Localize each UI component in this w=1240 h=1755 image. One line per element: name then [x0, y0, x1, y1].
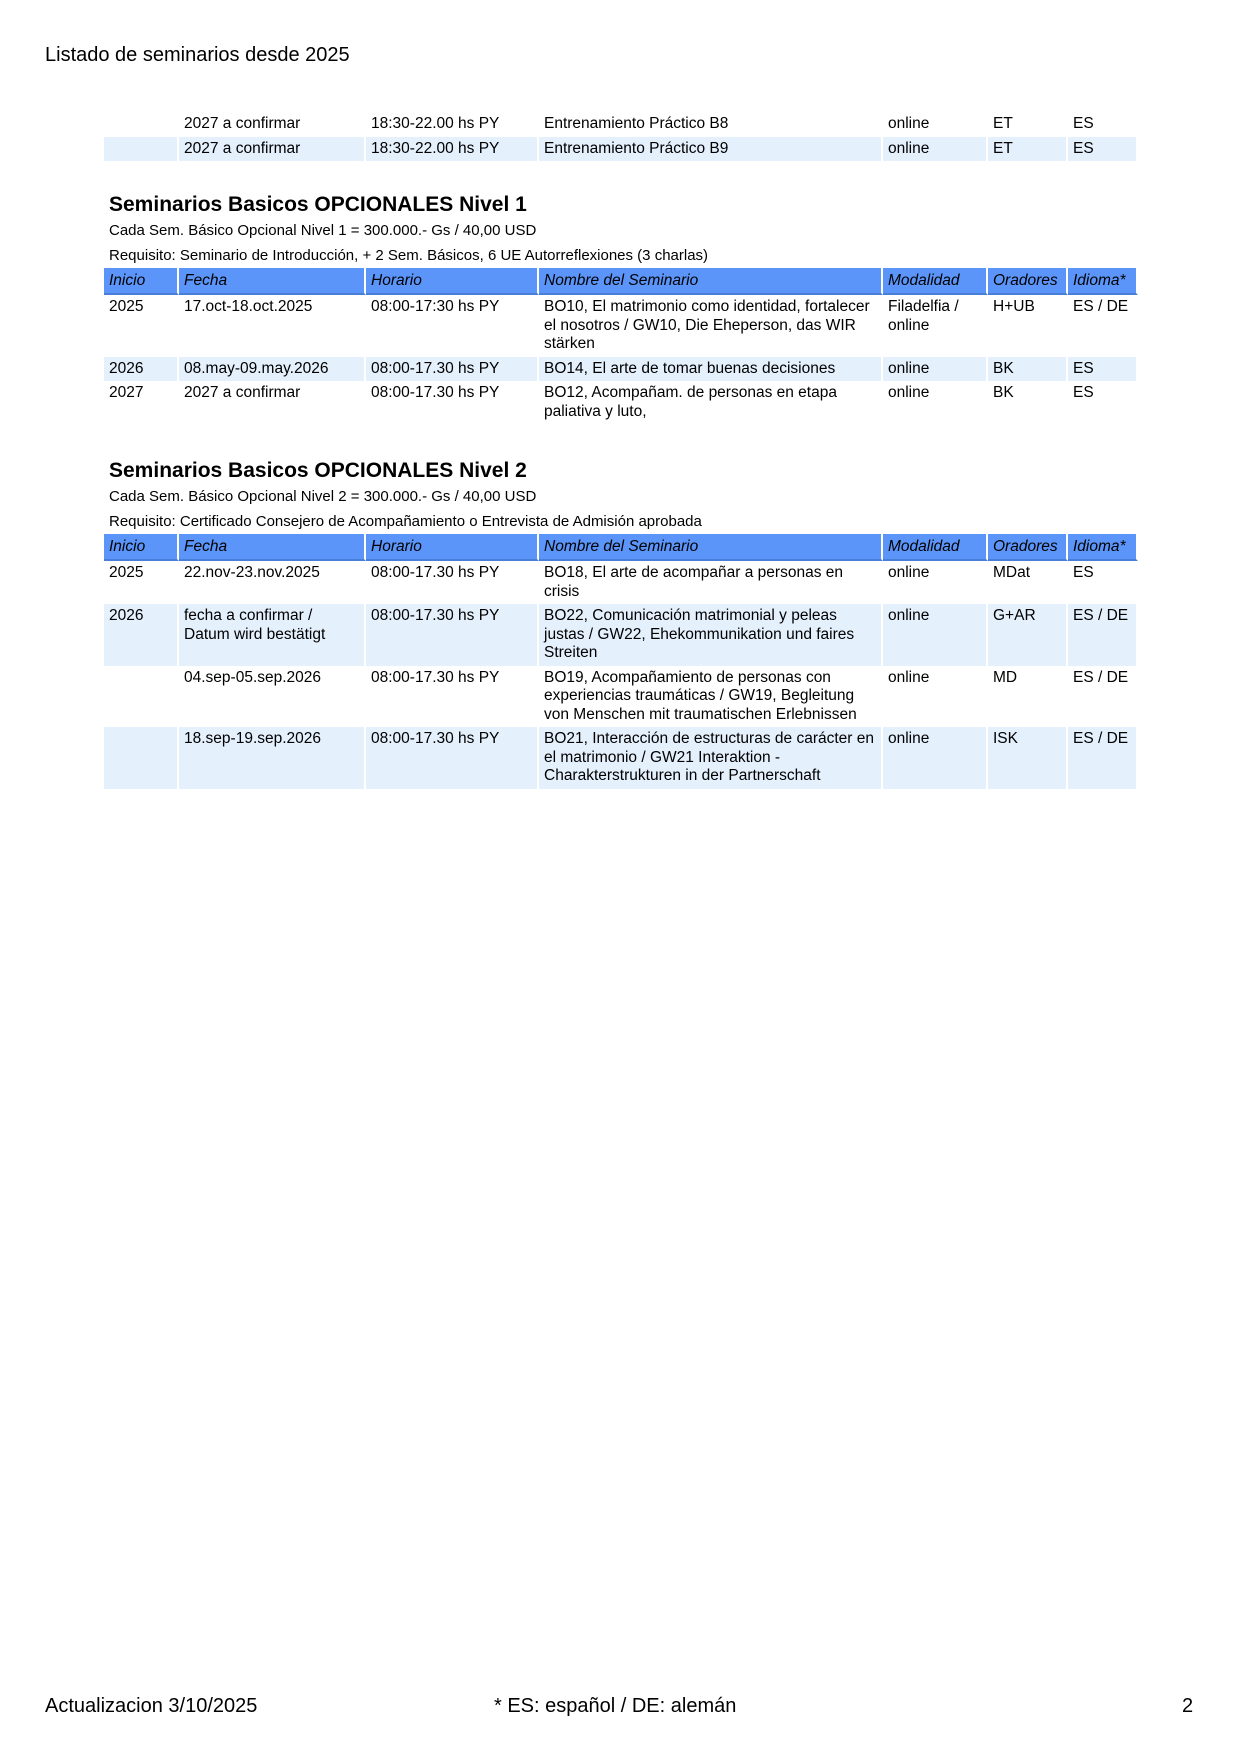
- column-header-horario: Horario: [366, 534, 539, 561]
- cell-fecha: 04.sep-05.sep.2026: [179, 666, 366, 728]
- cell-horario: 08:00-17.30 hs PY: [366, 561, 539, 604]
- cell-inicio: 2026: [104, 604, 179, 666]
- continuation-table: [104, 112, 1138, 161]
- cell-inicio: 2027: [104, 381, 179, 424]
- cell-inicio: 2026: [104, 357, 179, 382]
- table-row: [104, 666, 1138, 728]
- cell-modalidad: online: [883, 381, 988, 424]
- table-row: [104, 381, 1138, 424]
- section-title: Seminarios Basicos OPCIONALES Nivel 1: [109, 193, 527, 216]
- cell-oradores: ISK: [988, 727, 1068, 789]
- cell-oradores: MD: [988, 666, 1068, 728]
- section-requirement: Requisito: Certificado Consejero de Acompañamiento o Entrevista de Admisión aprobada: [109, 513, 702, 530]
- column-header-inicio: Inicio: [104, 268, 179, 295]
- column-header-idioma: Idioma*: [1068, 268, 1138, 295]
- column-header-nombre: Nombre del Seminario: [539, 268, 883, 295]
- table-row: [104, 137, 1138, 162]
- table-row: [104, 604, 1138, 666]
- cell-fecha: 2027 a confirmar: [179, 137, 366, 162]
- section-nivel-1: [104, 192, 1138, 424]
- cell-nombre: Entrenamiento Práctico B9: [539, 137, 883, 162]
- cell-modalidad: online: [883, 357, 988, 382]
- column-header-nombre: Nombre del Seminario: [539, 534, 883, 561]
- cell-fecha: 08.may-09.may.2026: [179, 357, 366, 382]
- cell-inicio: [104, 112, 179, 137]
- cell-oradores: BK: [988, 357, 1068, 382]
- cell-inicio: [104, 727, 179, 789]
- section-nivel-2: [104, 458, 1138, 789]
- table-row: [104, 112, 1138, 137]
- cell-nombre: BO12, Acompañam. de personas en etapa paliativa y luto,: [539, 381, 883, 424]
- cell-oradores: G+AR: [988, 604, 1068, 666]
- cell-oradores: H+UB: [988, 295, 1068, 357]
- cell-horario: 08:00-17.30 hs PY: [366, 357, 539, 382]
- table-row: [104, 727, 1138, 789]
- cell-fecha: 2027 a confirmar: [179, 381, 366, 424]
- cell-inicio: [104, 137, 179, 162]
- cell-horario: 08:00-17.30 hs PY: [366, 666, 539, 728]
- cell-oradores: MDat: [988, 561, 1068, 604]
- cell-idioma: ES: [1068, 357, 1138, 382]
- cell-modalidad: online: [883, 137, 988, 162]
- table-row: [104, 561, 1138, 604]
- cell-idioma: ES: [1068, 112, 1138, 137]
- cell-nombre: BO14, El arte de tomar buenas decisiones: [539, 357, 883, 382]
- column-header-inicio: Inicio: [104, 534, 179, 561]
- cell-horario: 18:30-22.00 hs PY: [366, 137, 539, 162]
- cell-oradores: BK: [988, 381, 1068, 424]
- cell-fecha: 17.oct-18.oct.2025: [179, 295, 366, 357]
- cell-idioma: ES / DE: [1068, 727, 1138, 789]
- cell-modalidad: Filadelfia / online: [883, 295, 988, 357]
- cell-oradores: ET: [988, 137, 1068, 162]
- cell-modalidad: online: [883, 604, 988, 666]
- cell-modalidad: online: [883, 727, 988, 789]
- section-requirement: Requisito: Seminario de Introducción, + 2 Sem. Básicos, 6 UE Autorreflexiones (3 charlas): [109, 247, 709, 264]
- cell-nombre: BO21, Interacción de estructuras de carácter en el matrimonio / GW21 Interaktion - Charakterstrukturen in der Partnerschaft: [539, 727, 883, 789]
- table-row: [104, 357, 1138, 382]
- cell-oradores: ET: [988, 112, 1068, 137]
- column-header-horario: Horario: [366, 268, 539, 295]
- cell-horario: 18:30-22.00 hs PY: [366, 112, 539, 137]
- table-row: [104, 295, 1138, 357]
- cell-horario: 08:00-17.30 hs PY: [366, 381, 539, 424]
- cell-fecha: 2027 a confirmar: [179, 112, 366, 137]
- table-header-row: [104, 268, 1138, 295]
- cell-idioma: ES / DE: [1068, 295, 1138, 357]
- cell-idioma: ES: [1068, 137, 1138, 162]
- cell-horario: 08:00-17.30 hs PY: [366, 727, 539, 789]
- cell-fecha: fecha a confirmar / Datum wird bestätigt: [179, 604, 366, 666]
- cell-idioma: ES: [1068, 381, 1138, 424]
- column-header-oradores: Oradores: [988, 534, 1068, 561]
- section-title: Seminarios Basicos OPCIONALES Nivel 2: [109, 459, 527, 482]
- seminar-table: [104, 534, 1138, 789]
- cell-nombre: BO19, Acompañamiento de personas con experiencias traumáticas / GW19, Begleitung von Menschen mit traumatischen Erlebnissen: [539, 666, 883, 728]
- page-number: 2: [1182, 1695, 1194, 1717]
- cell-idioma: ES: [1068, 561, 1138, 604]
- cell-modalidad: online: [883, 112, 988, 137]
- section-price: Cada Sem. Básico Opcional Nivel 1 = 300.000.- Gs / 40,00 USD: [109, 222, 537, 239]
- page-title: Listado de seminarios desde 2025: [45, 44, 350, 66]
- footer-language-legend: * ES: español / DE: alemán: [494, 1695, 737, 1717]
- cell-nombre: BO22, Comunicación matrimonial y peleas justas / GW22, Ehekommunikation und faires Streiten: [539, 604, 883, 666]
- table-header-row: [104, 534, 1138, 561]
- cell-inicio: 2025: [104, 295, 179, 357]
- cell-inicio: [104, 666, 179, 728]
- column-header-fecha: Fecha: [179, 268, 366, 295]
- cell-horario: 08:00-17:30 hs PY: [366, 295, 539, 357]
- section-price: Cada Sem. Básico Opcional Nivel 2 = 300.000.- Gs / 40,00 USD: [109, 488, 537, 505]
- column-header-modalidad: Modalidad: [883, 268, 988, 295]
- cell-fecha: 22.nov-23.nov.2025: [179, 561, 366, 604]
- column-header-modalidad: Modalidad: [883, 534, 988, 561]
- cell-idioma: ES / DE: [1068, 666, 1138, 728]
- cell-nombre: Entrenamiento Práctico B8: [539, 112, 883, 137]
- cell-nombre: BO18, El arte de acompañar a personas en crisis: [539, 561, 883, 604]
- column-header-oradores: Oradores: [988, 268, 1068, 295]
- column-header-idioma: Idioma*: [1068, 534, 1138, 561]
- seminar-table: [104, 268, 1138, 424]
- cell-nombre: BO10, El matrimonio como identidad, fortalecer el nosotros / GW10, Die Eheperson, das WIR stärken: [539, 295, 883, 357]
- cell-horario: 08:00-17.30 hs PY: [366, 604, 539, 666]
- cell-fecha: 18.sep-19.sep.2026: [179, 727, 366, 789]
- cell-modalidad: online: [883, 666, 988, 728]
- footer-updated: Actualizacion 3/10/2025: [45, 1695, 258, 1717]
- cell-idioma: ES / DE: [1068, 604, 1138, 666]
- cell-inicio: 2025: [104, 561, 179, 604]
- column-header-fecha: Fecha: [179, 534, 366, 561]
- cell-modalidad: online: [883, 561, 988, 604]
